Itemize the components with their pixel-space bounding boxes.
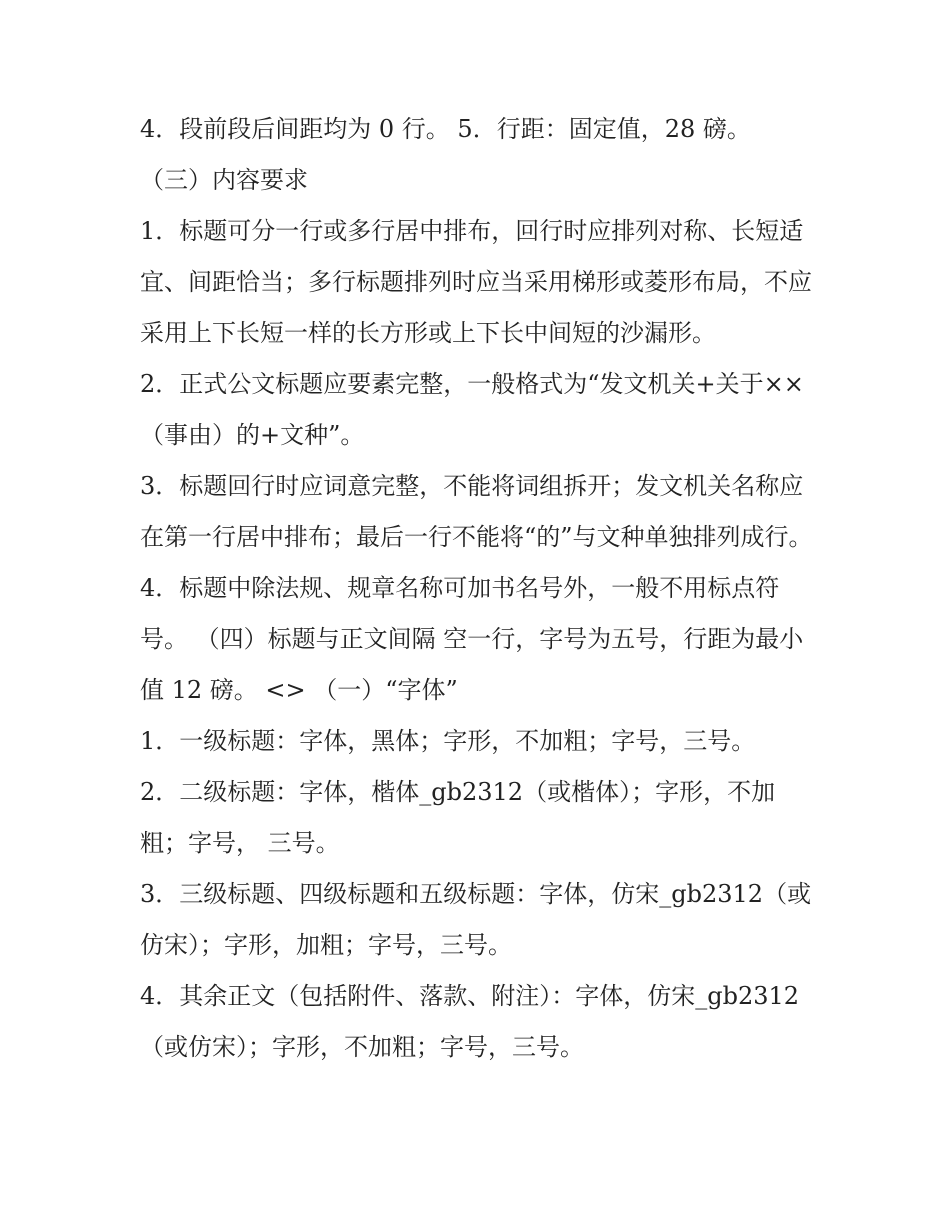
paragraph-level3-5-heading-font: 3．三级标题、四级标题和五级标题：字体，仿宋_gb2312（或仿宋）；字形，加粗；字号，三号。 xyxy=(140,880,812,959)
section-heading-content-requirements: （三）内容要求 xyxy=(140,166,308,194)
paragraph-title-line-break: 3．标题回行时应词意完整，不能将词组拆开；发文机关名称应在第一行居中排布；最后一行不能将“的”与文种单独排列成行。 xyxy=(140,472,813,551)
paragraph-body-font: 4．其余正文（包括附件、落款、附注）：字体，仿宋_gb2312（或仿宋）；字形，不加粗；字号，三号。 xyxy=(140,982,800,1061)
paragraph-title-punctuation: 4．标题中除法规、规章名称可加书名号外，一般不用标点符号。 （四）标题与正文间隔 空一行，字号为五号，行距为最小值 12 磅。 <> （一）“字体” xyxy=(140,574,804,704)
paragraph-level2-heading-font: 2．二级标题：字体，楷体_gb2312（或楷体）；字形，不加粗；字号， 三号。 xyxy=(140,778,776,857)
document-body xyxy=(140,104,820,1073)
paragraph-title-elements: 2．正式公文标题应要素完整，一般格式为“发文机关+关于××（事由）的+文种”。 xyxy=(140,370,804,449)
paragraph-level1-heading-font: 1．一级标题：字体，黑体；字形，不加粗；字号，三号。 xyxy=(140,727,756,755)
paragraph-spacing-rules: 4．段前段后间距均为 0 行。 5．行距：固定值，28 磅。 xyxy=(140,115,751,143)
paragraph-title-layout: 1．标题可分一行或多行居中排布，回行时应排列对称、长短适宜、间距恰当；多行标题排列时应当采用梯形或菱形布局，不应采用上下长短一样的长方形或上下长中间短的沙漏形。 xyxy=(140,217,812,347)
